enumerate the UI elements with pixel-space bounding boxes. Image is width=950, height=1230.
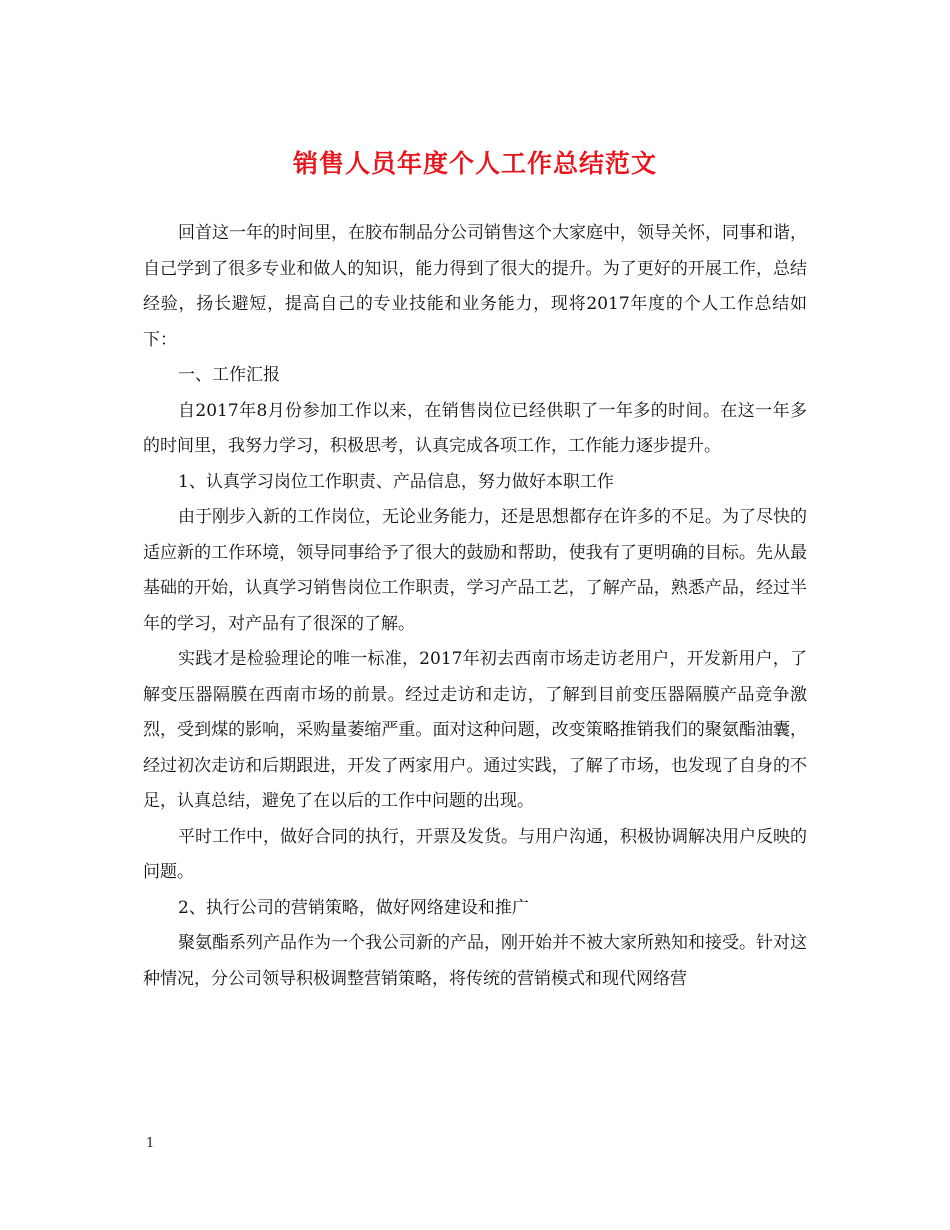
- page-number: 1: [146, 1136, 155, 1151]
- paragraph: 实践才是检验理论的唯一标准，2017年初去西南市场走访老用户，开发新用户，了解变压器隔膜在西南市场的前景。经过走访和走访，了解到目前变压器隔膜产品竞争激烈，受到煤的影响，采购量萎缩严重。面对这种问题，改变策略推销我们的聚氨酯油囊，经过初次走访和后期跟进，开发了两家用户。通过实践，了解了市场，也发现了自身的不足，认真总结，避免了在以后的工作中问题的出现。: [143, 649, 807, 811]
- document-title: 销售人员年度个人工作总结范文: [292, 149, 657, 178]
- paragraph: 聚氨酯系列产品作为一个我公司新的产品，刚开始并不被大家所熟知和接受。针对这种情况，分公司领导积极调整营销策略，将传统的营销模式和现代网络营: [143, 933, 807, 989]
- document-body: [143, 216, 807, 997]
- subsection-heading: 1、认真学习岗位工作职责、产品信息，努力做好本职工作: [178, 471, 614, 492]
- paragraph: 自2017年8月份参加工作以来，在销售岗位已经供职了一年多的时间。在这一年多的时间里，我努力学习，积极思考，认真完成各项工作，工作能力逐步提升。: [143, 400, 807, 456]
- paragraph: 由于刚步入新的工作岗位，无论业务能力，还是思想都存在许多的不足。为了尽快的适应新的工作环境，领导同事给予了很大的鼓励和帮助，使我有了更明确的目标。先从最基础的开始，认真学习销售岗位工作职责，学习产品工艺，了解产品，熟悉产品，经过半年的学习，对产品有了很深的了解。: [143, 507, 807, 634]
- subsection-heading: 2、执行公司的营销策略，做好网络建设和推广: [178, 897, 529, 918]
- paragraph: 回首这一年的时间里，在胶布制品分公司销售这个大家庭中，领导关怀，同事和谐，自己学到了很多专业和做人的知识，能力得到了很大的提升。为了更好的开展工作，总结经验，扬长避短，提高自己的专业技能和业务能力，现将2017年度的个人工作总结如下：: [143, 223, 807, 350]
- section-heading: 一、工作汇报: [178, 365, 280, 385]
- paragraph: 平时工作中，做好合同的执行，开票及发货。与用户沟通，积极协调解决用户反映的问题。: [143, 826, 807, 882]
